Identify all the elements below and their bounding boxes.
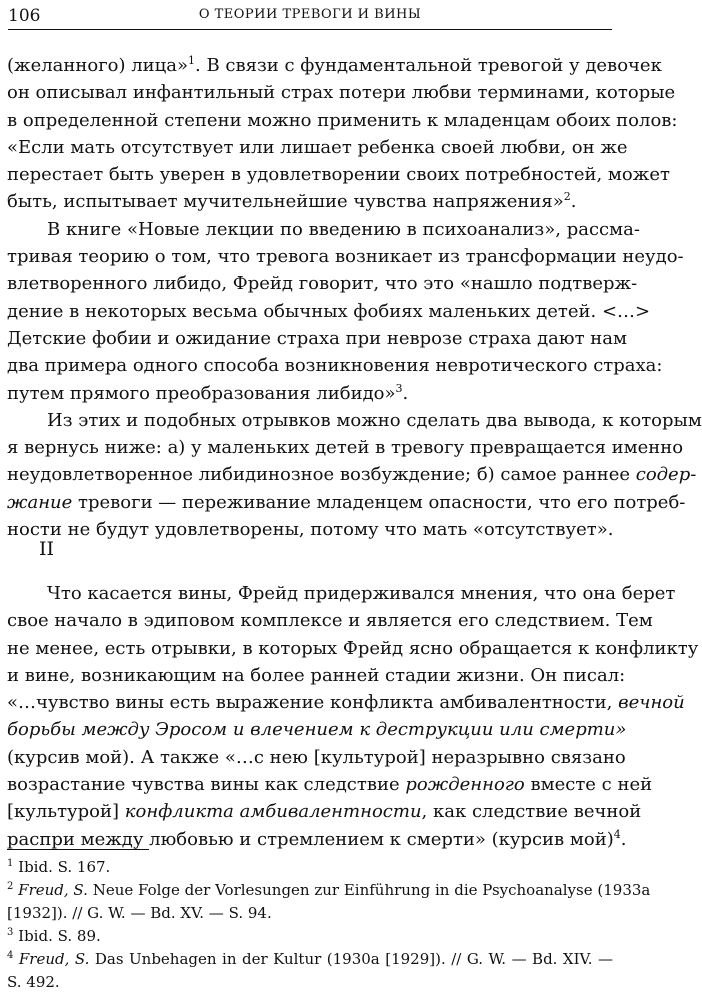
text-span: вместе с ней [530,774,653,796]
text-line [7,689,685,716]
section-heading: II [39,538,55,560]
footnote-number: 3 [7,927,14,938]
text-line: Что касается вины, Фрейд придерживался мнения, что она берет [47,583,676,604]
footnote-author: Freud, S. [18,950,90,968]
footnotes [7,856,651,994]
text-span: . [402,382,409,404]
body-text [7,52,702,543]
text-line: Детские фобии и ожидание страха при неврозе страха дают нам [7,327,627,349]
text-span: [культурой] [7,801,120,823]
footnote-2-cont: [1932]). // G. W. — Bd. XV. — S. 94. [7,904,272,922]
footnote-text: Ibid. S. 167. [18,858,111,876]
footnote-text: Neue Folge der Vorlesungen zur Einführung in die Psychoanalyse (1933a [92,881,651,899]
footnote-1 [7,856,613,879]
footnote-number: 1 [7,858,14,869]
text-line: (курсив мой). А также «…с нею [культурой] неразрывно связано [7,746,626,768]
text-span: тревоги — переживание младенцем опасности, что его потреб- [78,491,686,513]
page-number: 106 [8,6,41,26]
italic-span: содер- [635,464,697,486]
footnote-4-cont: S. 492. [7,973,60,991]
text-line: он описывал инфантильный страх потери любви терминами, которые [7,82,676,104]
text-line: В книге «Новые лекции по введению в психоанализ», рассма- [47,218,640,240]
italic-span: борьбы между Эросом и влечением к деструкции или смерти» [7,719,627,741]
footnote-text: Ibid. S. 89. [18,927,101,945]
footnote-2 [7,879,651,902]
text-line: ности не будут удовлетворены, потому что мать «отсутствует». [7,519,614,541]
text-span: . [570,191,577,213]
footnote-number: 2 [7,881,14,892]
header-rule [8,29,612,30]
text-span: , как следствие вечной [421,801,642,823]
footnote-ref-1[interactable]: 1 [188,54,195,67]
italic-span: жание [7,491,73,513]
footnote-ref-3[interactable]: 3 [395,381,403,395]
footnote-rule [7,849,149,850]
italic-span: конфликта амбивалентности [124,801,422,823]
italic-span: вечной [618,692,685,714]
text-line: я вернусь ниже: а) у маленьких детей в тревогу превращается именно [7,437,684,459]
text-span: «…чувство вины есть выражение конфликта амбивалентности, [7,692,613,714]
paragraph-4 [7,580,699,853]
paragraph-3 [7,407,702,543]
text-line [7,771,653,798]
text-line: два примера одного способа возникновения невротического страха: [7,355,663,377]
text-span: . [620,828,627,850]
footnote-4 [7,948,613,971]
text-span: путем прямого преобразования либидо» [7,382,396,404]
text-line: свое начало в эдиповом комплексе и является его следствием. Тем [7,610,653,632]
text-line [7,52,662,79]
text-line [7,798,642,825]
text-span: . В связи с фундаментальной тревогой у девочек [195,55,662,76]
paragraph-2 [7,216,684,407]
text-line: Из этих и подобных отрывков можно сделать два вывода, к которым [47,409,702,431]
paragraph-1 [7,52,678,216]
text-line: перестает быть уверен в удовлетворении своих потребностей, может [7,164,670,186]
text-line [7,380,613,407]
text-line: тривая теорию о том, что тревога возникает из трансформации неудо- [7,246,684,268]
footnote-3 [7,925,613,948]
italic-span: рожденного [405,774,525,796]
text-span: возрастание чувства вины как следствие [7,774,400,796]
text-line [7,461,697,488]
text-span: (желанного) лица» [7,55,188,76]
footnote-ref-2[interactable]: 2 [563,190,571,204]
text-line [7,489,686,516]
footnote-text: Das Unbehagen in der Kultur (1930a [1929]). // G. W. — Bd. XIV. — [94,950,613,968]
text-span: неудовлетворенное либидинозное возбуждение; б) самое раннее [7,464,630,486]
text-span: распри между любовью и стремлением к смерти» (курсив мой) [7,828,614,850]
text-line: влетворенного либидо, Фрейд говорит, что это «нашло подтверж- [7,273,638,295]
text-line: дение в некоторых весьма обычных фобиях маленьких детей. <…> [7,300,651,322]
running-title: О ТЕОРИИ ТРЕВОГИ И ВИНЫ [198,7,422,22]
text-line [7,716,627,743]
text-line: не менее, есть отрывки, в которых Фрейд ясно обращается к конфликту [7,637,699,659]
body-text-section-2 [7,580,699,853]
footnote-author: Freud, S. [18,881,88,899]
footnote-ref-4[interactable]: 4 [613,827,621,841]
text-line [7,188,613,215]
text-line: «Если мать отсутствует или лишает ребенка своей любви, он же [7,136,628,158]
text-line: и вине, возникающим на более ранней стадии жизни. Он писал: [7,664,626,686]
text-span: быть, испытывает мучительнейшие чувства напряжения» [7,191,564,213]
footnote-number: 4 [7,950,14,961]
text-line: в определенной степени можно применить к младенцам обоих полов: [7,109,678,131]
